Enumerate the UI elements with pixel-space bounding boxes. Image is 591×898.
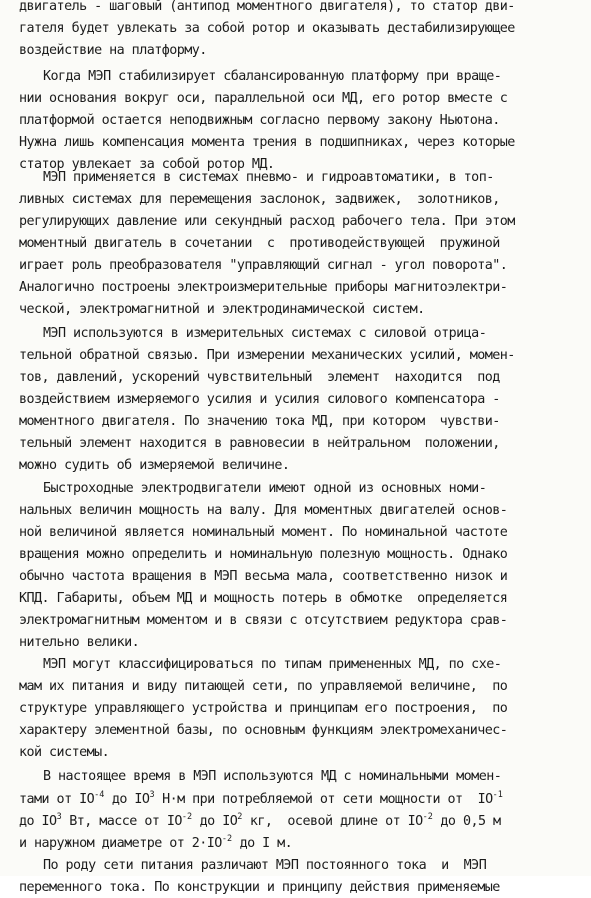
text-line: платформой остается неподвижным согласно первому закону Ньютона. (19, 113, 500, 128)
text-run: до 0,5 м (432, 814, 501, 829)
paragraph-first-line: Быстроходные электродвигатели имеют одной из основных номи- (43, 481, 487, 496)
text-run: и наружном диаметре от 2·IO (19, 836, 222, 851)
paragraph-first-line: МЭП применяется в системах пневмо- и гидроавтоматики, в топ- (43, 170, 494, 185)
text-line: воздействие на платформу. (19, 43, 207, 58)
exponent: -2 (221, 834, 233, 844)
text-line: тов, давлений, ускорений чувствительный элемент находится под (19, 370, 500, 385)
text-line: регулирующих давление или секундный расход рабочего тела. При этом (19, 214, 515, 229)
exponent: -2 (181, 812, 193, 822)
text-line: ческой, электромагнитной и электродинамической систем. (19, 302, 425, 317)
text-run: кг, осевой длине от IO (242, 814, 423, 829)
text-line: мам их питания и виду питающей сети, по управляемой величине, по (19, 679, 508, 694)
formula-line (19, 834, 292, 854)
text-line: двигатель - шаговый (антипод моментного двигателя), то статор дви- (19, 0, 515, 14)
text-line: гателя будет увлекать за собой ротор и оказывать дестабилизирующее (19, 21, 515, 36)
exponent: -1 (492, 790, 503, 800)
paragraph-first-line: В настоящее время в МЭП используются МД с номинальными момен- (43, 769, 502, 784)
text-line: нительно велики. (19, 635, 140, 650)
text-run: Н·м при потребляемой от сети мощности от IO (154, 792, 493, 807)
text-line: нальных величин мощность на валу. Для моментных двигателей основ- (19, 503, 508, 518)
formula-line (19, 790, 503, 810)
text-run: тами от IO (19, 792, 95, 807)
text-line: можно судить об измеряемой величине. (19, 458, 290, 473)
text-line: воздействием измеряемого усилия и усилия силового компенсатора - (19, 392, 500, 407)
paragraph-first-line: По роду сети питания различают МЭП постоянного тока и МЭП (43, 858, 487, 873)
text-line: тельный элемент находится в равновесии в нейтральном положении, (19, 436, 500, 451)
text-line: переменного тока. По конструкции и принципу действия применяемые (19, 880, 500, 895)
text-run: до I м. (232, 836, 293, 851)
text-run: Вт, массе от IO (61, 814, 182, 829)
text-line: статор увлекает за собой ротор МД. (19, 157, 275, 172)
paragraph-first-line: МЭП используются в измерительных системах с силовой отрица- (43, 326, 487, 341)
text-run: до IO (192, 814, 238, 829)
text-line: ливных системах для перемещения заслонок, задвижек, золотников, (19, 192, 500, 207)
text-run: до IO (104, 792, 150, 807)
text-line: кой системы. (19, 745, 110, 760)
exponent: -2 (422, 812, 433, 822)
exponent: 3 (149, 790, 155, 800)
formula-line (19, 812, 501, 832)
paragraph-first-line: МЭП могут классифицироваться по типам примененных МД, по схе- (43, 657, 502, 672)
text-line: структуре управляющего устройства и принципам его построения, по (19, 701, 508, 716)
text-line: тельной обратной связью. При измерении механических усилий, момен- (19, 348, 515, 363)
text-line: нии основания вокруг оси, параллельной оси МД, его ротор вместе с (19, 91, 508, 106)
text-line: моментный двигатель в сочетании с противодействующей пружиной (19, 236, 500, 251)
paragraph-first-line: Когда МЭП стабилизирует сбалансированную платформу при враще- (43, 69, 502, 84)
text-line: обычно частота вращения в МЭП весьма мала, соответственно низок и (19, 569, 508, 584)
text-line: характеру элементной базы, по основным функциям электромеханичес- (19, 723, 508, 738)
text-line: вращения можно определить и номинальную полезную мощность. Однако (19, 547, 508, 562)
text-line: ной величиной является номинальный момент. По номинальной частоте (19, 525, 508, 540)
text-line: Нужна лишь компенсация момента трения в подшипниках, через которые (19, 135, 515, 150)
text-line: моментного двигателя. По значению тока МД, при котором чувстви- (19, 414, 500, 429)
exponent: 3 (56, 812, 62, 822)
text-line: электромагнитным моментом и в связи с отсутствием редуктора срав- (19, 613, 508, 628)
text-line: КПД. Габариты, объем МД и мощность потерь в обмотке определяется (19, 591, 508, 606)
exponent: -4 (94, 790, 105, 800)
text-line: Аналогично построены электроизмерительные приборы магнитоэлектри- (19, 280, 508, 295)
text-line: играет роль преобразователя "управляющий сигнал - угол поворота". (19, 258, 508, 273)
text-run: до IO (19, 814, 57, 829)
exponent: 2 (237, 812, 243, 822)
